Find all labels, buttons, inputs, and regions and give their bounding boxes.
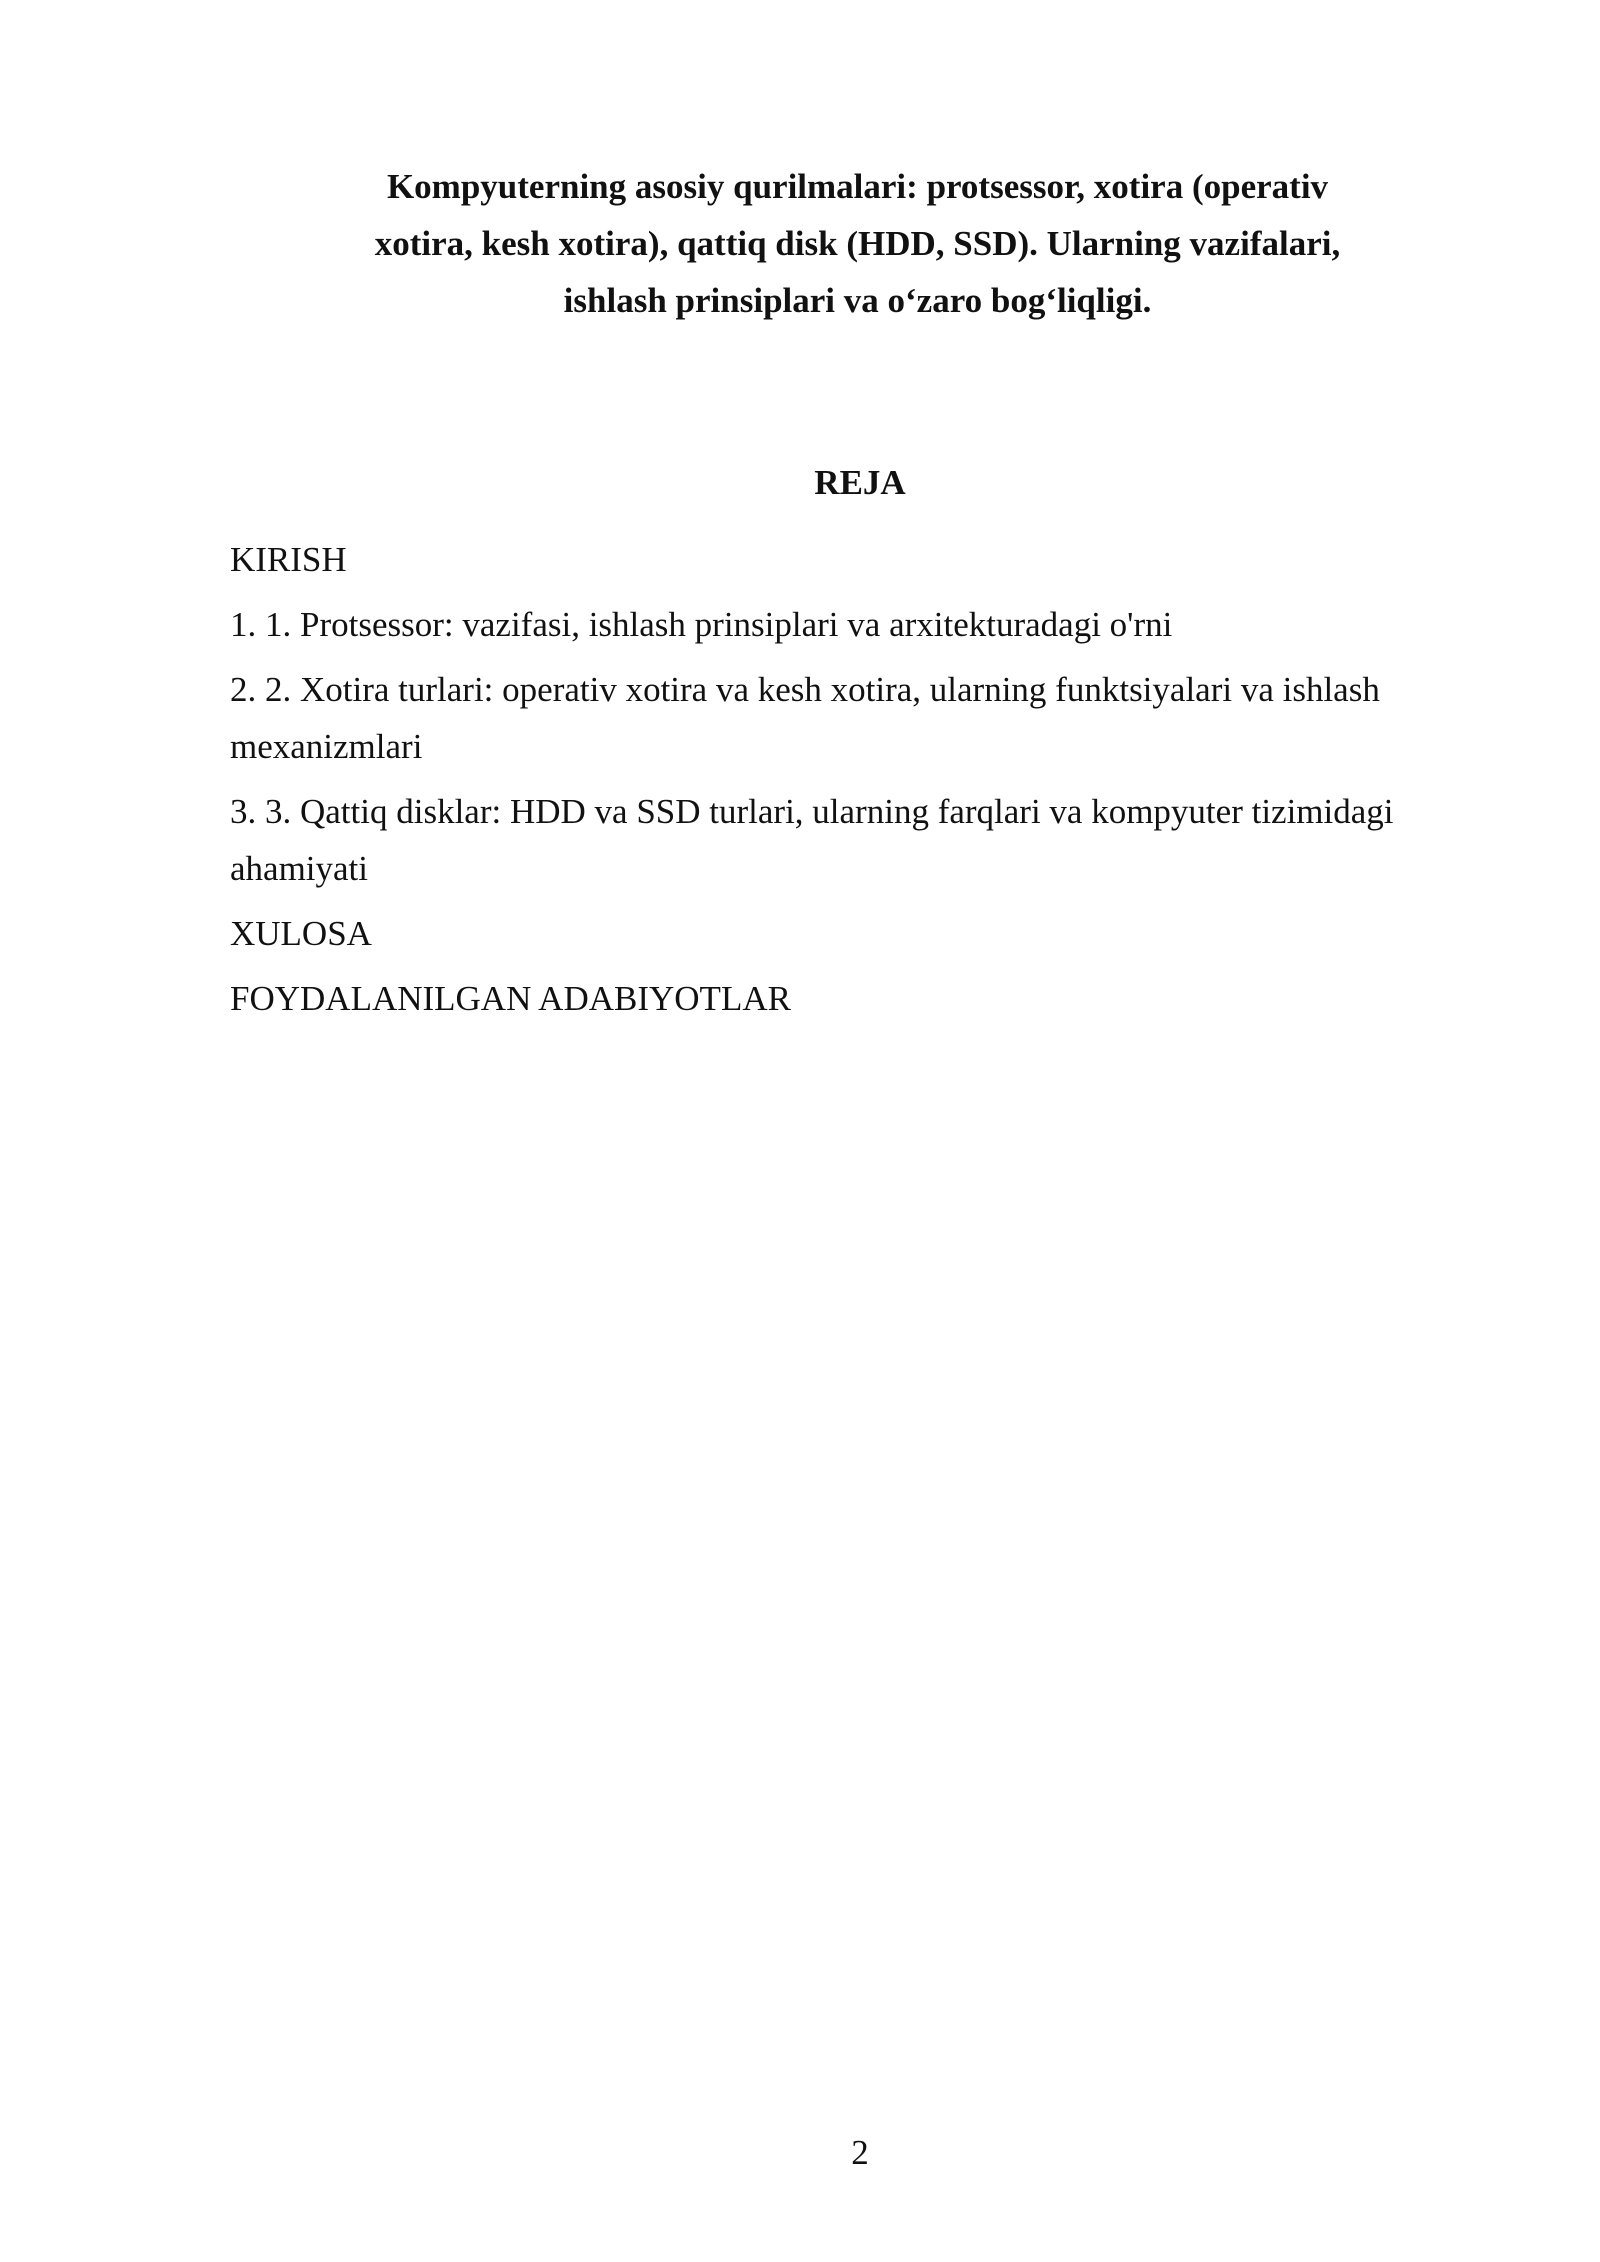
page-number: 2: [851, 2133, 869, 2172]
plan-item-conclusion: XULOSA: [230, 914, 372, 953]
plan-heading: REJA: [814, 463, 906, 502]
document-title: [300, 158, 1415, 329]
plan-list: [230, 531, 1515, 1035]
plan-item-hard-disks: 3. 3. Qattiq disklar: HDD va SSD turlari, ularning farqlari va kompyuter tizimidagi ahamiyati: [230, 792, 1394, 888]
plan-item-introduction: KIRISH: [230, 540, 347, 579]
plan-item-references: FOYDALANILGAN ADABIYOTLAR: [230, 979, 791, 1018]
title-line: xotira, kesh xotira), qattiq disk (HDD, SSD). Ularning vazifalari,: [374, 224, 1341, 263]
title-line: ishlash prinsiplari va o‘zaro bog‘liqligi.: [563, 281, 1152, 320]
title-line: Kompyuterning asosiy qurilmalari: protsessor, xotira (operativ: [386, 167, 1329, 206]
plan-item-processor: 1. 1. Protsessor: vazifasi, ishlash prinsiplari va arxitekturadagi o'rni: [230, 605, 1173, 644]
plan-item-memory-types: 2. 2. Xotira turlari: operativ xotira va kesh xotira, ularning funktsiyalari va ishlash mexanizmlari: [230, 670, 1380, 766]
